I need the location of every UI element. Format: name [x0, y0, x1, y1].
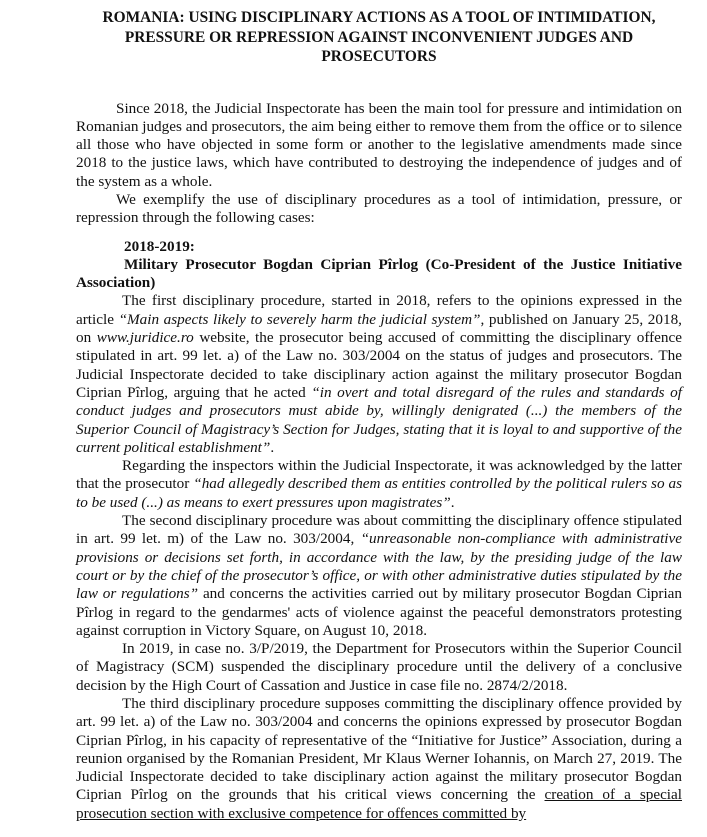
section-heading: Military Prosecutor Bogdan Ciprian Pîrlog (Co-President of the Justice Initiative Association): [76, 255, 682, 292]
section-year: 2018-2019:: [124, 237, 195, 255]
intro-paragraph-2: We exemplify the use of disciplinary procedures as a tool of intimidation, pressure, or repression through the following cases:: [76, 190, 682, 227]
quoted-article-title: “Main aspects likely to severely harm the judicial system”: [118, 310, 481, 328]
document-page: [76, 8, 682, 823]
body-paragraph-3: The second disciplinary procedure was about committing the disciplinary offence stipulated in art. 99 let. m) of the Law no. 303/2004, “unreasonable non-compliance with administrative provisions or decisions set forth, in accordance with the law, by the presiding judge of the law court or by the chief of the prosecutor’s office, or with other administrative duties stipulated by the law or regulations” and concerns the activities carried out by military prosecutor Bogdan Ciprian Pîrlog in regard to the gendarmes' acts of violence against the peaceful demonstrators protesting against corruption in Victory Square, on August 10, 2018.: [76, 512, 682, 639]
body-paragraph-4: In 2019, in case no. 3/P/2019, the Department for Prosecutors within the Superior Council of Magistracy (SCM) suspended the disciplinary procedure until the delivery of a conclusive decision by the High Court of Cassation and Justice in case file no. 2874/2/2018.: [76, 640, 682, 694]
body-paragraph-5: The third disciplinary procedure supposes committing the disciplinary offence provided by art. 99 let. a) of the Law no. 303/2004 and concerns the opinions expressed by prosecutor Bogdan Ciprian Pîrlog, in his capacity of representative of the “Initiative for Justice” Association, during a reunion organised by the Romanian President, Mr Klaus Werner Iohannis, on March 27, 2019. The Judicial Inspectorate decided to take disciplinary action against the military prosecutor Bogdan Ciprian Pîrlog on the grounds that his critical views concerning the creation of a special prosecution section with exclusive competence for offences committed by: [76, 695, 682, 822]
website-name: www.juridice.ro: [96, 329, 194, 347]
intro-paragraph-1: Since 2018, the Judicial Inspectorate has been the main tool for pressure and intimidation on Romanian judges and prosecutors, the aim being either to remove them from the office or to silence all those who have objected in some form or another to the legislative amendments made since 2018 to the justice laws, which have contributed to destroying the independence of judges and of the system as a whole.: [76, 99, 682, 190]
body-paragraph-1: The first disciplinary procedure, started in 2018, refers to the opinions expressed in the article “Main aspects likely to severely harm the judicial system”, published on January 25, 2018, on www.juridice.ro website, the prosecutor being accused of committing the disciplinary offence stipulated in art. 99 let. a) of the Law no. 303/2004 on the status of judges and prosecutors. The Judicial Inspectorate decided to take disciplinary action against the military prosecutor Bogdan Ciprian Pîrlog, arguing that he acted “in overt and total disregard of the rules and standards of conduct judges and prosecutors must abide by, willingly denigrated (...) the members of the Superior Council of Magistracy’s Section for Judges, stating that it is loyal to and supportive of the current political establishment”.: [76, 292, 683, 456]
inspectorate-quote: “in overt and total disregard of the rules and standards of conduct judges and prosecutors must abide by, willingly denigrated (...) the members of the Superior Council of Magistracy’s Section for Judges, stating that it is loyal to and supportive of the current political establishment”: [76, 383, 682, 456]
prosecutor-quote: “had allegedly described them as entities controlled by the political rulers so as to be used (...) as means to exert pressures upon magistrates”: [76, 475, 682, 511]
underlined-text: creation of a special prosecution section with exclusive competence for offences committed by: [76, 786, 682, 822]
document-title: ROMANIA: USING DISCIPLINARY ACTIONS AS A TOOL OF INTIMIDATION, PRESSURE OR REPRESSION AGAINST INCONVENIENT JUDGES AND PROSECUTORS: [102, 9, 656, 65]
law-quote: “unreasonable non-compliance with administrative provisions or decisions set forth, in accordance with the law, by the presiding judge of the law court or by the chief of the prosecutor’s office, or with other administrative duties stipulated by the law or regulations”: [76, 530, 682, 603]
body-paragraph-2: Regarding the inspectors within the Judicial Inspectorate, it was acknowledged by the latter that the prosecutor “had allegedly described them as entities controlled by the political rulers so as to be used (...) as means to exert pressures upon magistrates”.: [76, 457, 682, 511]
